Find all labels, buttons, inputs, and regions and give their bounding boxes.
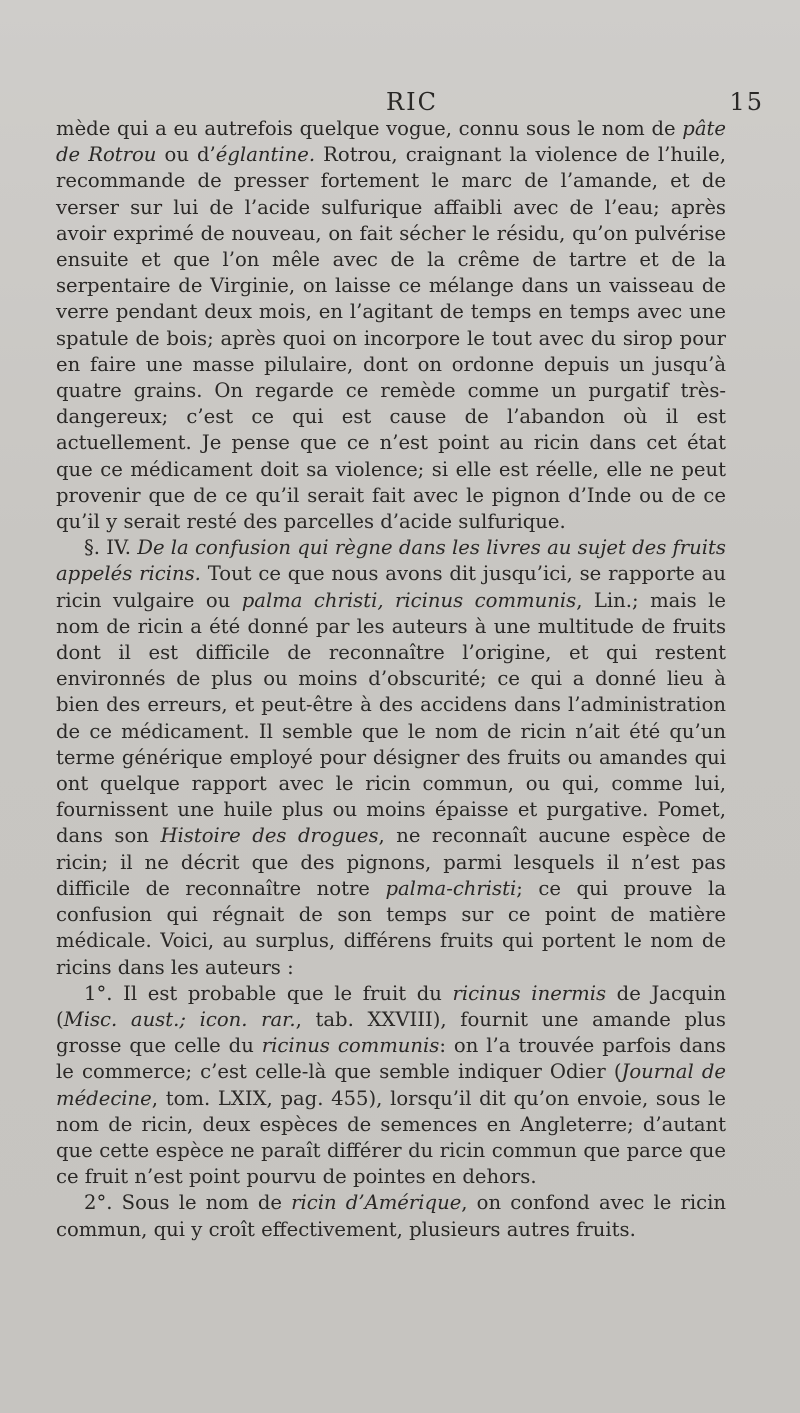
italic-text: De la confusion qui règne dans les livres au sujet des fruits appelés ricins.	[56, 536, 726, 586]
text-run: mède qui a eu autrefois quelque vogue, connu sous le nom de	[56, 117, 683, 140]
italic-text: palma christi, ricinus communis	[241, 588, 577, 612]
text-run: ; ce qui prouve la confusion qui régnait de son temps sur ce point de matière médicale. Voici, au surplus, différens fruits qui portent le nom de ricins dans les auteurs :	[56, 876, 726, 979]
text-run: , on confond avec le ricin commun, qui y croît effectivement, plusieurs autres fruits.	[56, 1191, 726, 1241]
paragraph	[56, 116, 726, 535]
text-run: , ne reconnaît aucune espèce de ricin; il ne décrit que des pignons, parmi lesquels il n’est pas difficile de reconnaître notre	[56, 824, 726, 900]
paragraph	[56, 981, 726, 1191]
italic-text: églantine.	[215, 143, 316, 167]
italic-text: Misc. aust.; icon. rar.	[63, 1007, 296, 1031]
text-run: , Lin.; mais le nom de ricin a été donné par les auteurs à une multitude de fruits dont il est difficile de reconnaître l’origine, et qui restent environnés de plus ou moins d’obscurité; ce qui a donné lieu à bien des erreurs, et peut-être à des accidens dans l’administration de ce médicament. Il semble que le nom de ricin n’ait été qu’un terme générique employé pour désigner des fruits ou amandes qui ont quelque rapport avec le ricin commun, ou qui, comme lui, fournissent une huile plus ou moins épaisse et purgative. Pomet, dans son	[56, 588, 726, 848]
paragraph	[56, 535, 726, 980]
text-run: , tab. XXVIII), fournit une amande plus grosse que celle du	[56, 1007, 726, 1058]
text-run: ou d’	[156, 143, 216, 167]
italic-text: pâte de Rotrou	[56, 117, 726, 167]
italic-text: palma-christi	[385, 876, 517, 900]
italic-text: ricinus communis	[261, 1034, 440, 1058]
text-run: Rotrou, craignant la violence de l’huile, recommande de presser fortement le marc de l’amande, et de verser sur lui de l’acide sulfurique affaibli avec de l’eau; après avoir exprimé de nouveau, on fait sécher le résidu, qu’on pulvérise ensuite et que l’on mêle avec de la crême de tartre et de la serpentaire de Virginie, on laisse ce mélange dans un vaisseau de verre pendant deux mois, en l’agitant de temps en temps avec une spatule de bois; après quoi on incorpore le tout avec du sirop pour en faire une masse pilulaire, dont on ordonne depuis un jusqu’à quatre grains. On regarde ce remède comme un purgatif très-dangereux; c’est ce qui est cause de l’abandon où il est actuellement. Je pense que ce n’est point au ricin dans cet état que ce médicament doit sa violence; si elle est réelle, elle ne peut provenir que de ce qu’il serait fait avec le pignon d’Inde ou de ce qu’il y serait resté des parcelles d’acide sulfurique.	[56, 143, 726, 534]
italic-text: Histoire des drogues	[160, 824, 379, 848]
text-run: 2°. Sous le nom de	[84, 1191, 292, 1215]
text-run: Tout ce que nous avons dit jusqu’ici, se rapporte au ricin vulgaire ou	[56, 562, 726, 612]
page-number: 15	[729, 88, 764, 116]
running-title: RIC	[386, 88, 438, 116]
italic-text: ricin d’Amérique	[291, 1191, 462, 1215]
text-run: , tom. LXIX, pag. 455), lorsqu’il dit qu’on envoie, sous le nom de ricin, deux espèces de semences en Angleterre; d’autant que cette espèce ne paraît différer du ricin commun que parce que ce fruit n’est point pourvu de pointes en dehors.	[56, 1086, 726, 1189]
text-run: : on l’a trouvée parfois dans le commerce; c’est celle-là que semble indiquer Odier (	[56, 1034, 726, 1084]
text-run: de Jacquin (	[56, 981, 727, 1031]
body-text	[56, 116, 726, 1243]
paragraph	[56, 1190, 726, 1242]
text-run: 1°. Il est probable que le fruit du	[84, 981, 453, 1005]
italic-text: Journal de médecine	[56, 1060, 726, 1110]
text-run: §. IV.	[84, 536, 138, 560]
italic-text: ricinus inermis	[452, 981, 607, 1005]
